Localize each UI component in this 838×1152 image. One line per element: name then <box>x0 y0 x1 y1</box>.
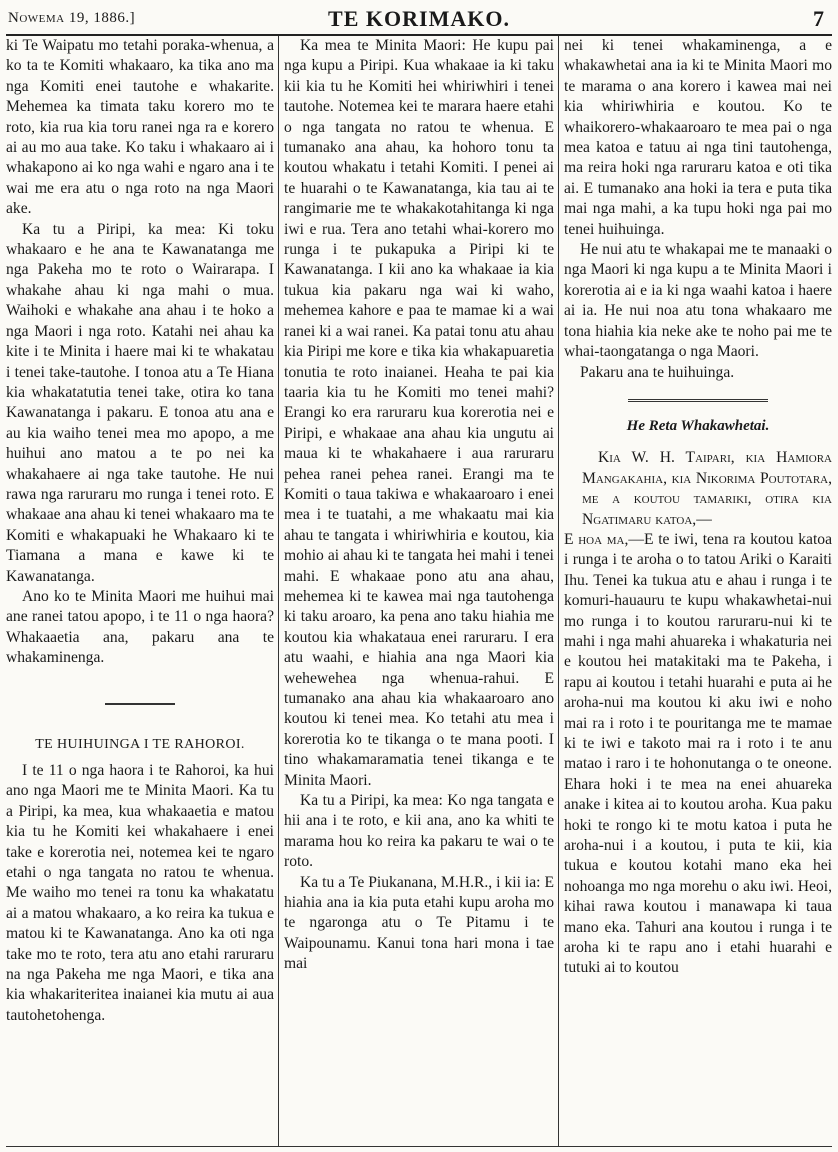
letter-text: —E te iwi, tena ra koutou katoa i runga i te aroha o to tatou Ariki o Karaiti Ihu. Tenei ka tukua atu e ahau i runga i te komuri-hauauru te kupu whakawhetai-nui mo runga i to koutou raruraru-nui ki te mahi i nga mahi ahuareka i whakaturia nei e koutou hei matakitaki ma te Pakeha, i rapu ai koutou i tetahi huarahi e puta ai he aroha-nui ma koutou ki aku iwi e noho mai ra i roto i te pouritanga me te mamae ki te iwi e takoto mai ra i roto i te anu matao i raro i te hohonutanga o te oneone. Ehara hoki i te mea na enei ahuareka anake i kitea ai to koutou aroha. Kua paku hoki te rongo ki te motu katoa i puta he aroha-nui i a koutou, i puta te kii, kia tukua e koutou kotahi mano eka hei nohoanga mo nga morehu o aku iwi. Heoi, kihai rawa koutou i manawapa ki taua mano eka. Tahuri ana koutou i runga i te aroha ki te rapu ano i etahi huarahi e tutuki ai to koutou <box>564 530 832 977</box>
column-1 <box>6 36 274 1146</box>
bottom-rule <box>6 1146 832 1147</box>
column-3 <box>564 36 832 1146</box>
column-rule <box>278 36 279 1146</box>
letter-body <box>564 530 832 979</box>
paragraph: Ka tu a Piripi, ka mea: Ki toku whakaaro e he ana te Kawanatanga me nga Pakeha mo te roto o Wairarapa. I whakahe ahau ki nga mahi o mua. Waihoki e whakahe ana ahau i te hoko a nga Maori i nga roto. Katahi nei ahau ka kite i te Minita i haere mai ki te whakatau i tenei take-tautohe. I tonoa atu a Te Hiana kia whakatatutia tenei take, otira ko tana Kawanatanga i pakaru. E tonoa atu ana e au kia waiho tenei mea mo apopo, a me huihui ano matou a te po nei ka whakahaere ai nga take tautohe. He nui rawa nga raruraru mo runga i tenei roto. E whakaae ana ahau ki tenei whakaaro ma te Komiti e whakapuaki he Whakaaro ki te Tiamana a mana e kawe ki te Kawanatanga. <box>6 220 274 585</box>
section-heading: TE HUIHUINGA I TE RAHOROI. <box>35 736 245 752</box>
paragraph: He nui atu te whakapai me te manaaki o nga Maori ki nga kupu a te Minita Maori i korerotia ai e ia ki nga waahi katoa i haere ai ia. He nui noa atu tona whakaaro me tona hiahia kia neke ake te noho pai me te whai-taongatanga o nga Maori. <box>564 241 832 361</box>
salutation: E hoa ma, <box>564 530 629 548</box>
letter-address: Kia W. H. Taipari, kia Hamiora Mangakahia, kia Nikorima Poutotara, me a koutou tamariki, otira kia Ngatimaru katoa,— <box>582 449 832 528</box>
page-number: 7 <box>813 6 824 31</box>
newspaper-title: TE KORIMAKO. <box>328 6 510 31</box>
paragraph: nei ki tenei whakaminenga, a e whakawhetai ana ia ki te Minita Maori mo te marama o ana korero i kawea mai nei kia whiriwhiria e koutou. Ko te whaikorero-whakaaroaro te mea pai o nga mea katoa e tatuu ai nga tini tautohenga, ma reira hoki nga raruraru katoa e oti tika ai. E tumanako ana hoki ia tera e puta tika mai nga mahi, a ka tupu hoki nga pai mo tenei huihuinga. <box>564 37 832 238</box>
paragraph: I te 11 o nga haora i te Rahoroi, ka hui ano nga Maori me te Minita Maori. Ka tu a Piripi, ka mea, kua whakaaetia e matou kia tu he Komiti kei whakahaere i enei take e korerotia nei, notemea kei te ngaro etahi o nga tangata no ratou te whenua. Me waiho mo tenei ra tonu ka whakatatu ai a matou whakaaro, a ko reira ka tukua e matou ki te Kawanatanga. Ano ka oti nga take mo te roto, tera atu ano etahi raruraru na nga Pakeha me nga Maori, e tika ana kia whakariteritea inaianei kia mutu ai aua tautohetohenga. <box>6 762 274 1024</box>
paragraph: Ano ko te Minita Maori me huihui mai ane ranei tatou apopo, i te 11 o nga haora? Whakaaetia ana, pakaru ana te whakaminenga. <box>6 587 274 667</box>
issue-date: Nowema 19, 1886.] <box>8 10 136 26</box>
section-divider <box>628 399 768 402</box>
column-rule <box>558 36 559 1146</box>
page-header <box>6 4 832 36</box>
paragraph: Ka tu a Te Piukanana, M.H.R., i kii ia: E hiahia ana ia kia puta etahi kupu aroha mo te ngaronga atu o Te Pitamu i te Waipounamu. Kanui tona hari mona i tae mai <box>284 873 554 973</box>
paragraph: Pakaru ana te huihuinga. <box>580 363 735 381</box>
column-2 <box>284 36 554 1146</box>
paragraph: Ka mea te Minita Maori: He kupu pai nga kupu a Piripi. Kua whakaae ia ki taku kii kia tu he Komiti hei whiriwhiri i tenei tautohe. Notemea kei te marara haere etahi o nga tangata no ratou te whenua. E tumanako ana ahau, ka hohoro tonu ta koutou whakatu i tetahi Komiti. I penei ai te huarahi o te Kawanatanga, kia tau ai te rangimarie me te whakakotahitanga ki nga iwi e rua. Tera ano tetahi whai-korero mo runga i te pukapuka a Piripi ki te Kawanatanga. I kii ano ka whakaae ia kia tukua kia pakaru nga wai ki waho, mehemea kahore e paa te mamae ki a wai ranei ki a wai ranei. Ka patai tonu atu ahau kia Piripi me kore e tika kia whakapuaretia tonutia te roto inaianei. Heaha te pai kia taaria kia tu he Komiti mo tenei mahi? Erangi ko era raruraru kua korerotia nei e Piripi, e whakaae ana ahau kia ungutu ai maua ki te whakahaere i aua raruraru pehea ranei pehea ranei. Erangi ma te Komiti o taua takiwa e whakaaroaro i enei mea i te tuatahi, a me whakaatu mai kia ahau te tangata i whiriwhiria e koutou, kia mohio ai ahau ki te tangata hei mahi i tenei mahi. E whakaae pono atu ana ahau, mehemea ki te kawea mai nga tautohenga ki taku aroaro, ka pena ano taku hiahia me koutou kia whakataua enei raruraru. I era atu waahi, e hiahia ana nga Maori kia wehewehea nga whenua-rahui. E tumanako ana ahau kia whakaaroaro ano koutou ki tenei mea. Ko tetahi atu mea i korerotia ko te tikanga o te mana pooti. I tino whakamaramatia tenei tikanga e te Minita Maori. <box>284 37 554 789</box>
paragraph: ki Te Waipatu mo tetahi poraka-whenua, a ko ta te Komiti whakaaro, ka tika ano ma nga Komiti enei tautohe e whakarite. Mehemea ka timata taku korero mo te roto, kia rua kia toru ranei nga ra e korero ai au mo aua take. Ko taku i whakaaro ai i whakapono ai ko nga wahi e ngaro ana i te wai me era atu o nga roto na nga Maori ake. <box>6 37 274 218</box>
paragraph: Ka tu a Piripi, ka mea: Ko nga tangata e hii ana i te roto, e kii ana, ano ka whiti te marama hou ko reira ka pakaru te wai o te roto. <box>284 792 554 871</box>
section-divider <box>105 703 175 705</box>
letter-heading: He Reta Whakawhetai. <box>626 417 770 434</box>
